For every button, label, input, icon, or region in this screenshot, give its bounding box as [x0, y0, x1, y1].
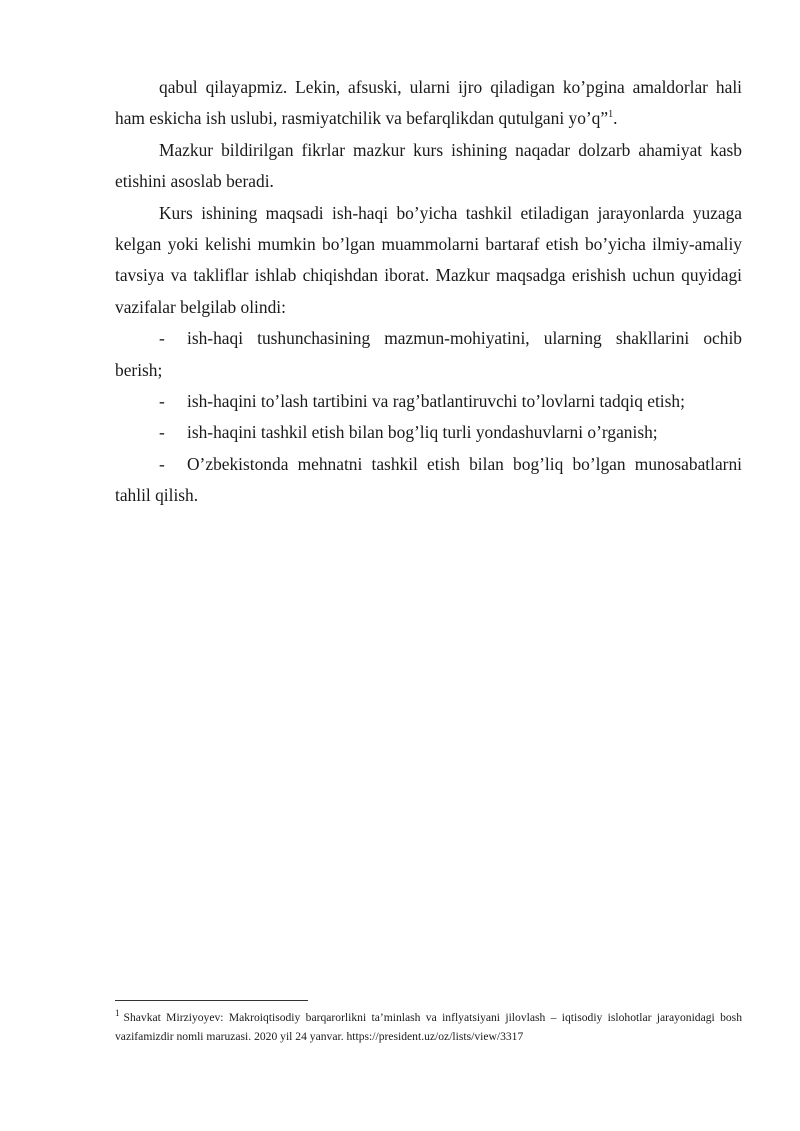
dash-marker: - [159, 453, 165, 474]
dash-marker: - [159, 328, 165, 349]
paragraph-text: qabul qilayapmiz. Lekin, afsuski, ularni ijro qiladigan ko’pgina amaldorlar hali ham eskicha ish uslubi, rasmiyatchilik va befarqlikdan qutulgani yo’q” [115, 77, 742, 129]
task-item [115, 323, 742, 386]
task-item [115, 449, 742, 512]
task-item [115, 417, 742, 448]
task-item [115, 386, 742, 417]
task-text: ish-haqini to’lash tartibini va rag’batlantiruvchi to’lovlarni tadqiq etish; [187, 391, 685, 412]
footnote-reference: 1 [608, 109, 614, 121]
footnote-number: 1 [115, 1008, 120, 1019]
footnote-separator [115, 1000, 308, 1001]
paragraph-quote-end [115, 72, 742, 135]
paragraph-end-punct: . [613, 108, 618, 129]
task-text: ish-haqini tashkil etish bilan bog’liq turli yondashuvlarni o’rganish; [187, 422, 658, 443]
paragraph-relevance: Mazkur bildirilgan fikrlar mazkur kurs ishining naqadar dolzarb ahamiyat kasb etishini asoslab beradi. [115, 139, 742, 192]
task-text: ish-haqi tushunchasining mazmun-mohiyatini, ularning shakllarini ochib berish; [115, 328, 742, 380]
task-text: O’zbekistonda mehnatni tashkil etish bilan bog’liq bo’lgan munosabatlarni tahlil qilish. [115, 453, 742, 506]
footnote [115, 1008, 742, 1046]
paragraph-goal: Kurs ishining maqsadi ish-haqi bo’yicha tashkil etiladigan jarayonlarda yuzaga kelgan yoki kelishi mumkin bo’lgan muammolarni bartaraf etish bo’yicha ilmiy-amaliy tavsiya va takliflar ishlab chiqishdan iborat. Mazkur maqsadga erishish uchun quyidagi vazifalar belgilab olindi: [115, 202, 742, 317]
dash-marker: - [159, 391, 165, 412]
body-text [115, 72, 742, 512]
dash-marker: - [159, 422, 165, 443]
footnote-text: Shavkat Mirziyoyev: Makroiqtisodiy barqarorlikni ta’minlash va inflyatsiyani jilovlash – iqtisodiy islohotlar jarayonidagi bosh vazifamizdir nomli maruzasi. 2020 yil 24 yanvar. https://president.uz/oz/lists/view/3317 [115, 1011, 742, 1043]
